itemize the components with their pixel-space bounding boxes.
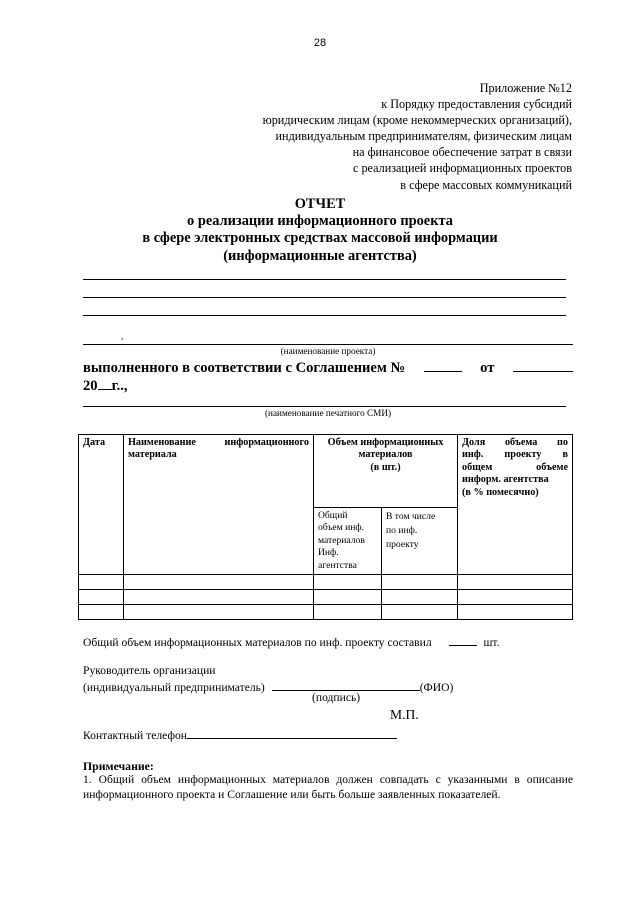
col-date-header: Дата — [79, 435, 124, 575]
col-share-part: общем объеме — [462, 461, 569, 473]
media-name-caption: (наименование печатного СМИ) — [264, 408, 392, 418]
year-suffix: г.., — [111, 378, 128, 394]
year-field[interactable] — [98, 377, 112, 390]
sub-total-part: агентства — [318, 559, 357, 571]
col-name-part: информационного — [224, 437, 309, 448]
note-text — [83, 772, 573, 802]
sub-total-part: объем инф. — [318, 522, 365, 534]
appendix-line: индивидуальным предпринимателям, физическим лицам — [275, 129, 572, 144]
fio-label: (ФИО) — [419, 681, 454, 694]
year-prefix: 20 — [83, 378, 98, 394]
table-row — [79, 605, 573, 620]
appendix-line: юридическим лицам (кроме некоммерческих организаций), — [262, 113, 572, 128]
project-name-line[interactable] — [83, 315, 566, 316]
agreement-number-field[interactable] — [424, 359, 462, 372]
signature-field[interactable] — [272, 679, 420, 691]
sub-project-part: по инф. — [386, 525, 418, 536]
sub-project-header — [382, 508, 458, 575]
agreement-text: выполненного в соответствии с Соглашением № — [83, 360, 406, 376]
table-cell[interactable] — [314, 605, 382, 620]
col-share-part: Доля объема по — [462, 437, 569, 448]
title-line: о реализации информационного проекта — [187, 213, 453, 230]
col-share-part: информ. агентства — [462, 474, 549, 486]
total-volume-text: Общий объем информационных материалов по инф. проекту составил — [83, 636, 432, 649]
sub-total-part: материалов — [318, 534, 365, 546]
page-number: 28 — [313, 37, 327, 49]
appendix-header — [192, 80, 572, 193]
col-volume-part: Объем информационных — [327, 437, 444, 448]
total-volume-unit: шт. — [483, 636, 500, 649]
col-name-header — [124, 435, 314, 575]
col-volume-part: (в шт.) — [370, 461, 401, 473]
title-line: (информационные агентства) — [223, 247, 417, 264]
stamp-label: М.П. — [390, 707, 419, 722]
table-cell[interactable] — [124, 605, 314, 620]
note-line: информационного проекта и Соглашение или быть больше заявленных показателей. — [83, 788, 501, 801]
table-cell[interactable] — [314, 575, 382, 590]
table-row — [79, 590, 573, 605]
sub-total-part: Общий — [318, 510, 348, 521]
sub-project-part: проекту — [386, 539, 419, 550]
sub-project-part: В том числе — [386, 511, 436, 522]
table-cell[interactable] — [314, 590, 382, 605]
phone-field[interactable] — [187, 727, 397, 739]
project-name-line[interactable] — [83, 297, 566, 298]
appendix-line: к Порядку предоставления субсидий — [381, 97, 572, 112]
table-cell[interactable] — [79, 575, 124, 590]
table-cell[interactable] — [79, 590, 124, 605]
signature-caption: (подпись) — [312, 691, 361, 704]
manager-block — [83, 663, 453, 696]
project-name-line[interactable] — [83, 279, 566, 280]
title-line: ОТЧЕТ — [294, 196, 346, 212]
manager-label: Руководитель организации — [83, 664, 216, 677]
col-volume-header — [314, 435, 458, 508]
report-table — [78, 434, 573, 620]
table-cell[interactable] — [79, 605, 124, 620]
table-cell[interactable] — [458, 605, 573, 620]
sub-total-part: Инф. — [318, 547, 339, 559]
col-name-part: Наименование — [128, 437, 196, 448]
table-row — [79, 575, 573, 590]
title-line: в сфере электронных средствах массовой информации — [142, 230, 498, 247]
col-name-part: материала — [128, 449, 177, 461]
agreement-from: от — [480, 360, 495, 376]
phone-label: Контактный телефон — [83, 729, 187, 742]
table-cell[interactable] — [458, 575, 573, 590]
comma-mark: , — [121, 331, 124, 341]
sub-total-header — [314, 508, 382, 575]
note-line: 1. Общий объем информационных материалов должен совпадать с указанными в описание — [83, 773, 573, 786]
total-volume-field[interactable] — [449, 634, 477, 646]
table-cell[interactable] — [382, 605, 458, 620]
table-cell[interactable] — [382, 575, 458, 590]
agreement-line — [83, 359, 573, 395]
report-title — [0, 196, 640, 265]
manager-sublabel: (индивидуальный предприниматель) — [83, 681, 265, 694]
col-share-part: инф. проекту в — [462, 449, 569, 461]
agreement-date-field[interactable] — [513, 359, 573, 372]
table-header-row — [79, 435, 573, 508]
media-name-line[interactable] — [83, 406, 566, 407]
table-cell[interactable] — [124, 575, 314, 590]
project-name-caption: (наименование проекта) — [280, 346, 376, 356]
phone-line — [83, 727, 397, 742]
project-name-line[interactable] — [83, 344, 573, 345]
total-volume-line — [83, 634, 499, 649]
table-cell[interactable] — [458, 590, 573, 605]
table-cell[interactable] — [124, 590, 314, 605]
col-share-header — [458, 435, 573, 575]
appendix-line: в сфере массовых коммуникаций — [400, 177, 572, 192]
note-heading: Примечание: — [83, 759, 154, 773]
col-volume-part: материалов — [358, 449, 413, 461]
col-share-part: (в % помесячно) — [462, 486, 539, 498]
appendix-line: с реализацией информационных проектов — [352, 161, 572, 176]
appendix-line: Приложение №12 — [479, 81, 572, 95]
table-cell[interactable] — [382, 590, 458, 605]
appendix-line: на финансовое обеспечение затрат в связи — [352, 145, 572, 160]
